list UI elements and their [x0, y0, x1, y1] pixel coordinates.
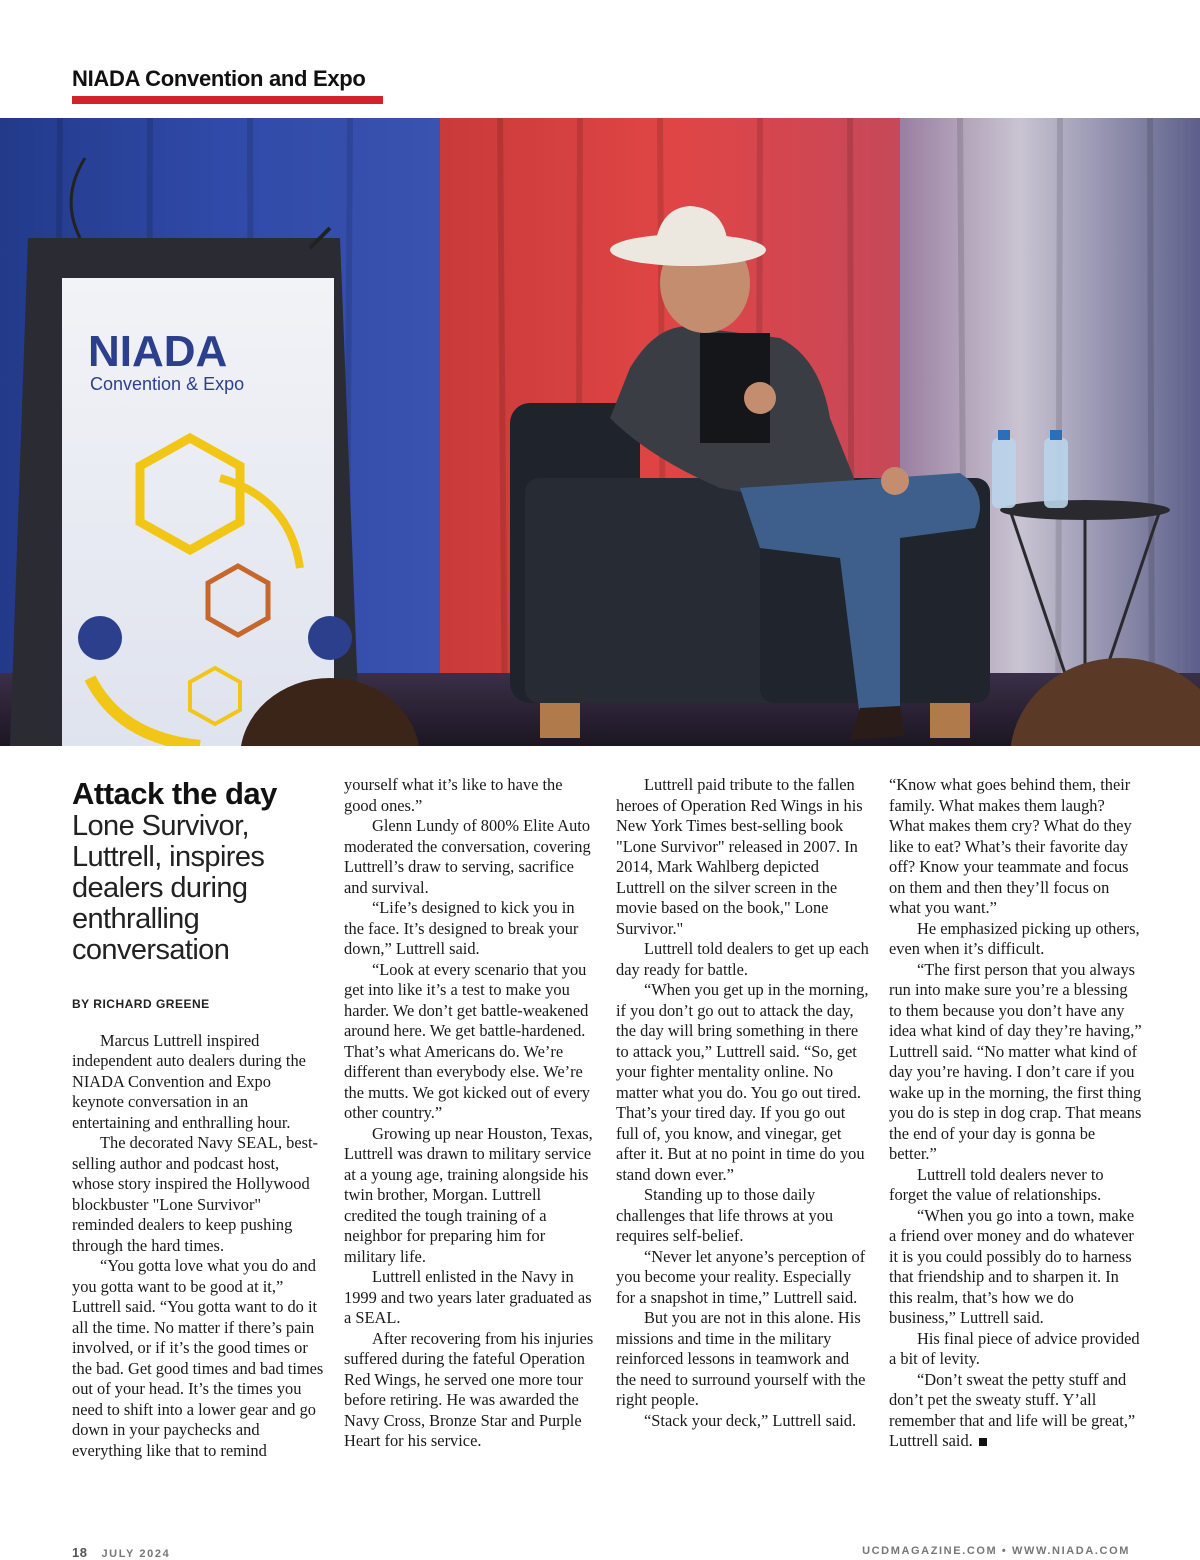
article-paragraph: “Know what goes behind them, their family. What makes them laugh? What makes them cry? What do they like to eat? What’s their favorite day off? Know your teammate and focus on them and then they’ll focus on what you want.” — [889, 775, 1132, 917]
article-paragraph: Standing up to those daily challenges that life throws at you requires self-belief. — [616, 1185, 834, 1245]
article-paragraph: Glenn Lundy of 800% Elite Auto moderated the conversation, covering Luttrell’s draw to serving, sacrifice and survival. — [344, 816, 591, 897]
footer-websites: UCDMAGAZINE.COM • WWW.NIADA.COM — [862, 1545, 1130, 1557]
keynote-stage-photo — [0, 118, 1200, 746]
article-paragraph: Luttrell paid tribute to the fallen heroes of Operation Red Wings in his New York Times best-selling book "Lone Survivor" released in 2007. In 2014, Mark Wahlberg depicted Luttrell on the silver screen in the movie based on the book," Lone Survivor." — [616, 775, 863, 938]
article-paragraph: “Never let anyone’s perception of you become your reality. Especially for a snapshot in time,” Luttrell said. — [616, 1246, 866, 1307]
article-paragraph: He emphasized picking up others, even when it’s difficult. — [889, 918, 1140, 958]
article-column-4 — [889, 775, 1143, 1452]
article-paragraph: “Stack your deck,” Luttrell said. — [644, 1410, 857, 1430]
article-paragraph: “When you get up in the morning, if you don’t go out to attack the day, the day will bring something in there to attack you,” Luttrell said. “So, get your fighter mentality online. No matter what you do. You go out tired. That’s your tired day. If you go out full of, you know, and vinegar, get after it. But at no point in time do you stand down ever.” — [616, 980, 869, 1184]
article-paragraph: yourself what it’s like to have the good ones.” — [344, 775, 563, 815]
article-paragraph: “The first person that you always run into make sure you’re a blessing to them because you don’t have any idea what kind of day they’re having,” Luttrell said. “No matter what kind of day you’re having. I don’t care if you wake up in the morning, the first thing you do is step in dog crap. That means the end of your day is gonna be better.” — [889, 959, 1142, 1163]
article-paragraph: “Don’t sweat the petty stuff and don’t pet the sweaty stuff. Y’all remember that and life will be great,” Luttrell said. — [889, 1369, 1136, 1450]
page-number: 18 — [72, 1545, 88, 1560]
article-paragraph: The decorated Navy SEAL, best-selling author and podcast host, whose story inspired the Hollywood blockbuster "Lone Survivor" reminded dealers to keep pushing through the hard times. — [72, 1133, 319, 1255]
end-of-article-mark — [979, 1438, 987, 1446]
article-paragraph: After recovering from his injuries suffered during the fateful Operation Red Wings, he served one more tour before retiring. He was awarded the Navy Cross, Bronze Star and Purple Heart for his service. — [344, 1328, 594, 1450]
article-paragraph: Growing up near Houston, Texas, Luttrell was drawn to military service at a young age, training alongside his twin brother, Morgan. Luttrell credited the tough training of a neighbor for preparing him for military life. — [344, 1123, 593, 1266]
column-1-body — [72, 1031, 324, 1462]
article-paragraph: “You gotta love what you do and you gotta want to be good at it,” Luttrell said. “You gotta want to do it all the time. No matter if there’s pain involved, or if it’s the good times or the bad. Get good times and bad times out of your head. It’s the times you need to shift into a lower gear and go down in your paychecks and everything like that to remind — [72, 1256, 324, 1460]
article-column-1 — [72, 775, 324, 1461]
article-paragraph: “Life’s designed to kick you in the face. It’s designed to break your down,” Luttrell said. — [344, 898, 579, 958]
section-title-underline — [72, 96, 383, 104]
article-paragraph: Luttrell enlisted in the Navy in 1999 and two years later graduated as a SEAL. — [344, 1267, 592, 1327]
issue-date: JULY 2024 — [101, 1548, 171, 1560]
podium-logo-text: NIADA — [88, 327, 228, 376]
article-paragraph: But you are not in this alone. His missions and time in the military reinforced lessons in teamwork and the need to surround yourself with the right people. — [616, 1308, 866, 1409]
podium-logo-subtitle: Convention & Expo — [90, 374, 245, 394]
article-headline: Attack the day — [72, 776, 277, 811]
article-paragraph: “Look at every scenario that you get into like it’s a test to make you harder. We don’t get battle-weakened around here. We get battle-hardened. That’s what Americans do. We’re different than everybody else. We’re the mutts. We got kicked out of every other country.” — [344, 959, 591, 1122]
article-paragraph: “When you go into a town, make a friend over money and do whatever it is you could possibly do to harness that friendship and to sharpen it. In this realm, that’s how we do business,” Luttrell said. — [889, 1205, 1135, 1327]
article-byline: BY RICHARD GREENE — [72, 997, 210, 1011]
article-column-2 — [344, 775, 596, 1452]
article-paragraph: Marcus Luttrell inspired independent auto dealers during the NIADA Convention and Expo keynote conversation in an entertaining and enthralling hour. — [72, 1030, 306, 1132]
article-dek: Lone Survivor, Luttrell, inspires dealers during enthralling conversation — [72, 810, 265, 966]
section-title: NIADA Convention and Expo — [72, 66, 366, 91]
article-paragraph: Luttrell told dealers never to forget the value of relationships. — [889, 1164, 1104, 1204]
article-paragraph: His final piece of advice provided a bit of levity. — [889, 1328, 1140, 1368]
article-paragraph: Luttrell told dealers to get up each day ready for battle. — [616, 939, 869, 979]
article-column-3 — [616, 775, 870, 1431]
